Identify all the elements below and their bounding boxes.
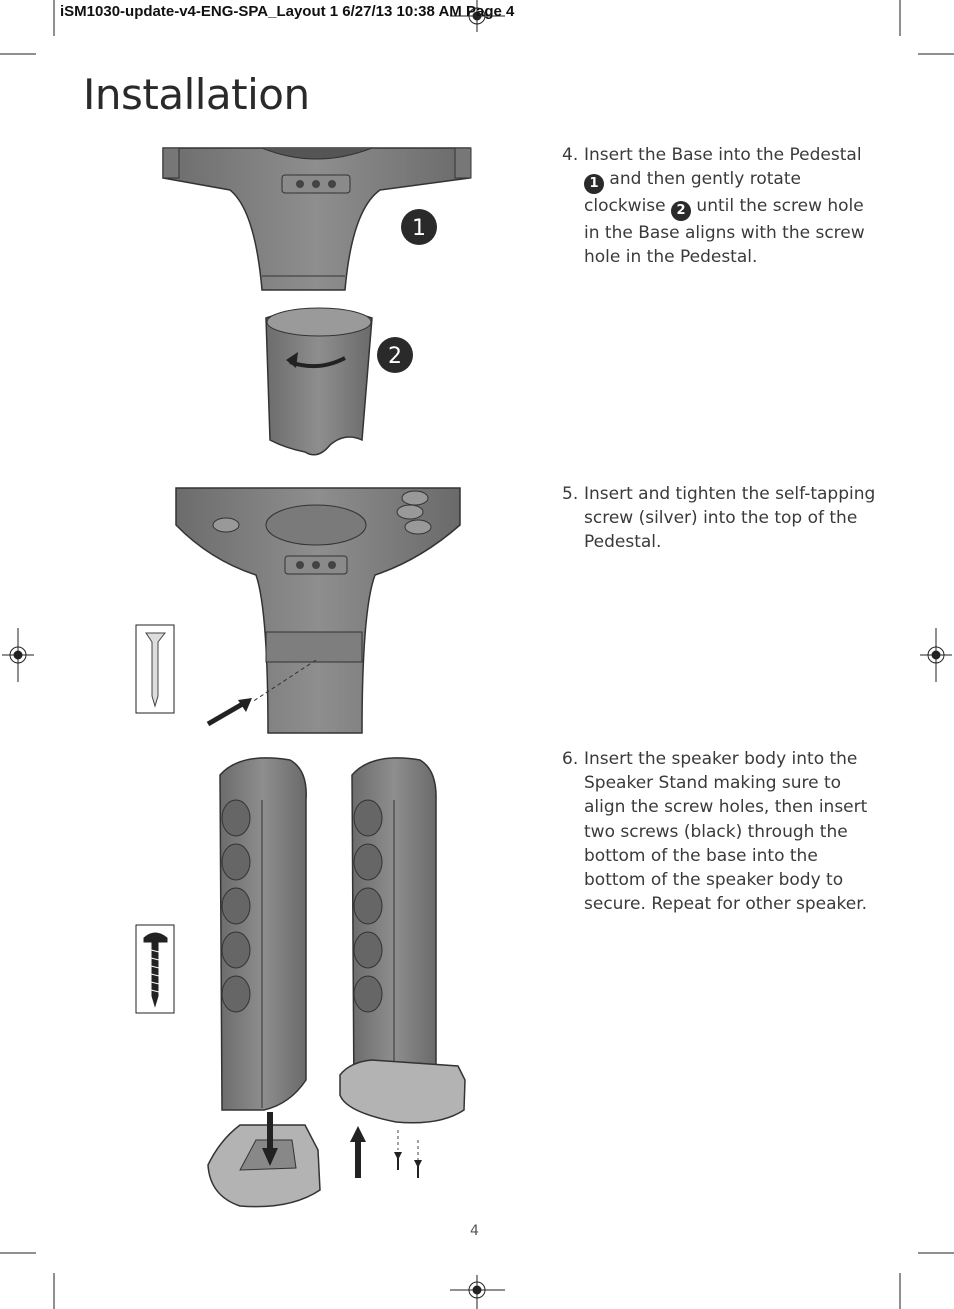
page-title: Installation <box>83 70 310 119</box>
speaker-left-illustration <box>220 758 306 1110</box>
stand-left-illustration <box>208 1112 320 1207</box>
step-5 <box>562 482 882 555</box>
step-4-number: 4. <box>562 145 579 165</box>
badge-1-icon: 1 <box>584 174 604 194</box>
step-5-number: 5. <box>562 484 579 504</box>
step-6-text: Insert the speaker body into the Speaker Stand making sure to align the screw holes, then insert two screws (black) through the bottom of the base into the bottom of the speaker body to secure. Repeat for other speaker. <box>584 749 868 915</box>
step-4 <box>562 143 882 270</box>
callout-2-icon <box>377 337 413 373</box>
speaker-right-illustration <box>340 758 465 1178</box>
step-4-text: Insert the Base into the Pedestal 1 and then gently rotate clockwise 2 until the screw hole in the Base aligns with the screw hole in the Pedestal. <box>584 145 865 268</box>
badge-2-icon: 2 <box>671 201 691 221</box>
pedestal-illustration <box>266 308 372 455</box>
step-6 <box>562 747 882 916</box>
print-slug: iSM1030-update-v4-ENG-SPA_Layout 1 6/27/13 10:38 AM Page 4 <box>60 3 515 20</box>
base-screw-illustration <box>176 488 460 733</box>
silver-screw-icon <box>136 625 174 713</box>
page-number: 4 <box>470 1223 479 1239</box>
black-screw-icon <box>136 925 174 1013</box>
step-5-text: Insert and tighten the self-tapping screw (silver) into the top of the Pedestal. <box>584 484 876 553</box>
svg-text:2: 2 <box>388 344 402 369</box>
svg-text:1: 1 <box>412 216 426 241</box>
step-6-number: 6. <box>562 749 579 769</box>
callout-1-icon <box>401 209 437 245</box>
